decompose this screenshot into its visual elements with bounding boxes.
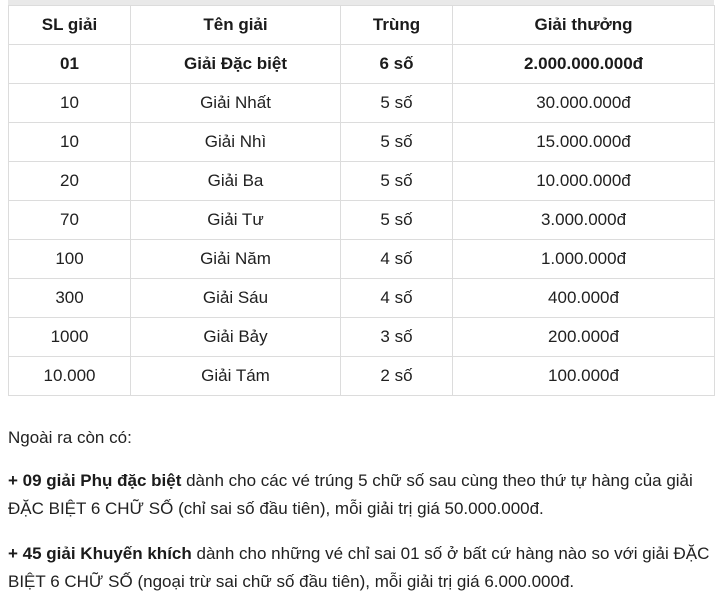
cell-quantity: 10 (9, 84, 131, 123)
table-header-row (9, 6, 715, 45)
column-header-prize: Giải thưởng (453, 6, 715, 45)
cell-quantity: 10 (9, 123, 131, 162)
notes-intro: Ngoài ra còn có: (8, 428, 132, 447)
table-row (9, 240, 715, 279)
table-row (9, 123, 715, 162)
cell-prize: 400.000đ (453, 279, 715, 318)
cell-match: 5 số (341, 123, 453, 162)
table-row (9, 162, 715, 201)
cell-name: Giải Bảy (131, 318, 341, 357)
table-row (9, 357, 715, 396)
note-item-phu-dac-biet (8, 467, 714, 523)
cell-quantity: 100 (9, 240, 131, 279)
note-bold-label: + 09 giải Phụ đặc biệt (8, 471, 182, 490)
cell-match: 3 số (341, 318, 453, 357)
cell-prize: 15.000.000đ (453, 123, 715, 162)
cell-name: Giải Ba (131, 162, 341, 201)
table-row (9, 201, 715, 240)
table-row (9, 45, 715, 84)
cell-name: Giải Đặc biệt (131, 45, 341, 84)
cell-quantity: 1000 (9, 318, 131, 357)
column-header-name: Tên giải (131, 6, 341, 45)
cell-name: Giải Năm (131, 240, 341, 279)
prize-table (8, 5, 715, 396)
table-row (9, 318, 715, 357)
cell-quantity: 20 (9, 162, 131, 201)
cell-prize: 200.000đ (453, 318, 715, 357)
notes-section (8, 424, 714, 596)
cell-prize: 1.000.000đ (453, 240, 715, 279)
note-bold-label: + 45 giải Khuyến khích (8, 544, 192, 563)
cell-quantity: 300 (9, 279, 131, 318)
note-item-khuyen-khich (8, 540, 714, 596)
note-text: dành cho những vé chỉ sai 01 số ở bất cứ hàng nào so với giải ĐẶC BIỆT 6 CHỮ SỐ (ngoại trừ sai chữ số đầu tiên), mỗi giải trị giá 6.000.000đ. (8, 544, 710, 591)
note-text: dành cho các vé trúng 5 chữ số sau cùng theo thứ tự hàng của giải ĐẶC BIỆT 6 CHỮ SỐ (chỉ sai số đầu tiên), mỗi giải trị giá 50.000.000đ. (8, 471, 693, 518)
cell-match: 5 số (341, 201, 453, 240)
cell-name: Giải Sáu (131, 279, 341, 318)
table-row (9, 84, 715, 123)
column-header-quantity: SL giải (9, 6, 131, 45)
cell-match: 5 số (341, 162, 453, 201)
cell-match: 4 số (341, 279, 453, 318)
cell-prize: 2.000.000.000đ (453, 45, 715, 84)
cell-quantity: 10.000 (9, 357, 131, 396)
cell-name: Giải Nhì (131, 123, 341, 162)
cell-match: 4 số (341, 240, 453, 279)
cell-prize: 3.000.000đ (453, 201, 715, 240)
cell-match: 5 số (341, 84, 453, 123)
cell-match: 2 số (341, 357, 453, 396)
cell-quantity: 70 (9, 201, 131, 240)
cell-prize: 30.000.000đ (453, 84, 715, 123)
cell-name: Giải Tám (131, 357, 341, 396)
cell-name: Giải Tư (131, 201, 341, 240)
cell-prize: 10.000.000đ (453, 162, 715, 201)
cell-match: 6 số (341, 45, 453, 84)
cell-name: Giải Nhất (131, 84, 341, 123)
table-row (9, 279, 715, 318)
cell-prize: 100.000đ (453, 357, 715, 396)
cell-quantity: 01 (9, 45, 131, 84)
column-header-match: Trùng (341, 6, 453, 45)
